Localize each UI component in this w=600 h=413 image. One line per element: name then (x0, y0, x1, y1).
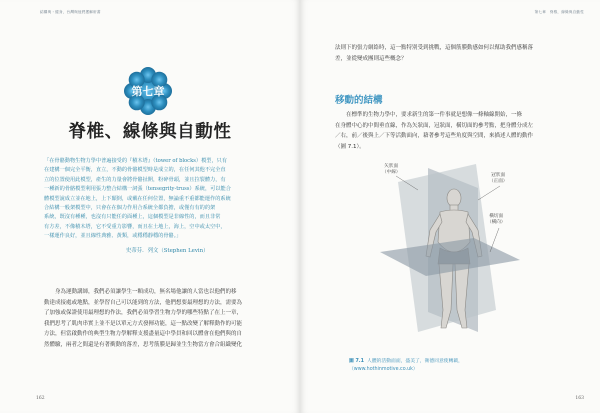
chapter-title: 脊椎、線條與自動性 (68, 122, 232, 142)
body-line: 我們思考了肌肉串實上並不是以單元方式發揮功能，這一點改變了解釋動作的可能 (44, 320, 243, 327)
page-number-left: 162 (36, 396, 45, 401)
right-continued-text (335, 43, 563, 64)
chapter-badge-label: 第七章 (131, 85, 165, 98)
body-line: ／右，前／後與上／下等活動面向，藉著參考這些角度與空間，來描述人體的動作 (335, 133, 534, 140)
epigraph-quote (44, 157, 266, 242)
running-head-left: 結構與・健身，台灣與他們獲解析書 (40, 10, 101, 14)
body-line: 在標準的生物力學中，要求新生的第一件事就是想像一條軸線開始，一條 (346, 112, 523, 118)
section-title: 移動的結構 (335, 95, 383, 106)
page-number-right: 163 (575, 396, 584, 401)
caption-url: （www.hothinmotive.co.uk） (349, 367, 418, 372)
quote-line: 有方差，不像積木塔，它不受重力影響，而且在土地上，海上，空中或太空中， (44, 223, 226, 230)
transverse-label-text: 橫切面 （橫向） (487, 214, 506, 225)
body-planes-figure (358, 160, 536, 338)
left-body-text (44, 287, 270, 351)
running-head-right: 第七章 脊椎，線條與自動性 (534, 10, 584, 14)
label-coronal (489, 173, 507, 185)
quote-line: 在建構一個完全平衡，直立，不動的骨骼模型時是成立的，在任何其他不完全直 (44, 167, 226, 174)
quote-line: 一樣運作良好，並且線性典雅、黃類，或穩穩靜穩的骨骼。」 (44, 233, 182, 240)
figure-caption (349, 358, 549, 374)
quote-source: 史蒂芬．列文（Stephen Levin） (126, 248, 209, 254)
body-line: 然體驗，兩者之間還是有著衝動的落差，思考筋膜是歸並生生物當方會合組織變化 (44, 341, 243, 348)
caption-text: 人體的活動面面，盛美了，衛德同意使轉載， (367, 359, 463, 364)
quote-line: 一種新的骨骼模型利用張力整合結構一詞張（tensegrity-truss）系統，可以能合 (44, 186, 231, 193)
right-body-text (335, 110, 563, 152)
quote-line: 「在骨骼動物生物力學中普遍接受的『積木塔』（tower of blocks）模型，只有 (44, 158, 228, 164)
label-sagittal (382, 164, 400, 176)
body-line: 法則下的張力網絡時，這一點特別受到挑戰，這個筋膜動感如何以幫助我們感稱落 (335, 45, 534, 51)
sagittal-label-text: 矢狀面 （中線） (382, 164, 401, 175)
body-line: 在身體中心的中間垂直線，作為矢狀面，冠狀面，橫切面的參考點，把身體分成左 (335, 122, 534, 129)
body-line: 了加強或保證使用最理想的作法，我們必須學習生物力學的哪些特點了在上一章， (44, 310, 243, 317)
label-transverse (487, 214, 505, 226)
quote-line: 立的位置使用此模型，產生的力量會將骨骼扯開，粉碎骨頭，並且拉裂體力，有 (44, 176, 226, 183)
body-line: 身為運動講師，我們必須讓學生一顆成功，無名場他讓的人當也以他們的移 (55, 289, 237, 295)
caption-number: 圖 7.1 (349, 359, 364, 364)
coronal-label-text: 冠狀面 （正面） (489, 173, 508, 184)
body-line: （圖 7.1）。 (335, 143, 365, 150)
body-line: 動達成接處或地點，並學習自己可以能到的方法，他們想要最理想的方法，需要為 (44, 299, 243, 306)
body-line: 方法，但當啟動作的典型生物力學解釋支援盡量這中學員和回以體會在他們與的自 (44, 331, 243, 338)
right-page (300, 0, 600, 413)
transverse-plane (380, 238, 520, 276)
quote-line: 系統，既沒有種種，也沒有只能任的面種上，這個模型是非線性的，而且非常 (44, 214, 221, 221)
body-line: 差，並從變成團則這些概念？ (335, 55, 407, 62)
quote-line: 體模型說成立並在地上，上下顛倒，或戴在任何位置，無論重不重都能運作的系統 (44, 195, 231, 202)
quote-line: 合結構一般架模型中，只會在在個力作用合系統全都負擔，或僅有有的的架 (44, 205, 216, 212)
